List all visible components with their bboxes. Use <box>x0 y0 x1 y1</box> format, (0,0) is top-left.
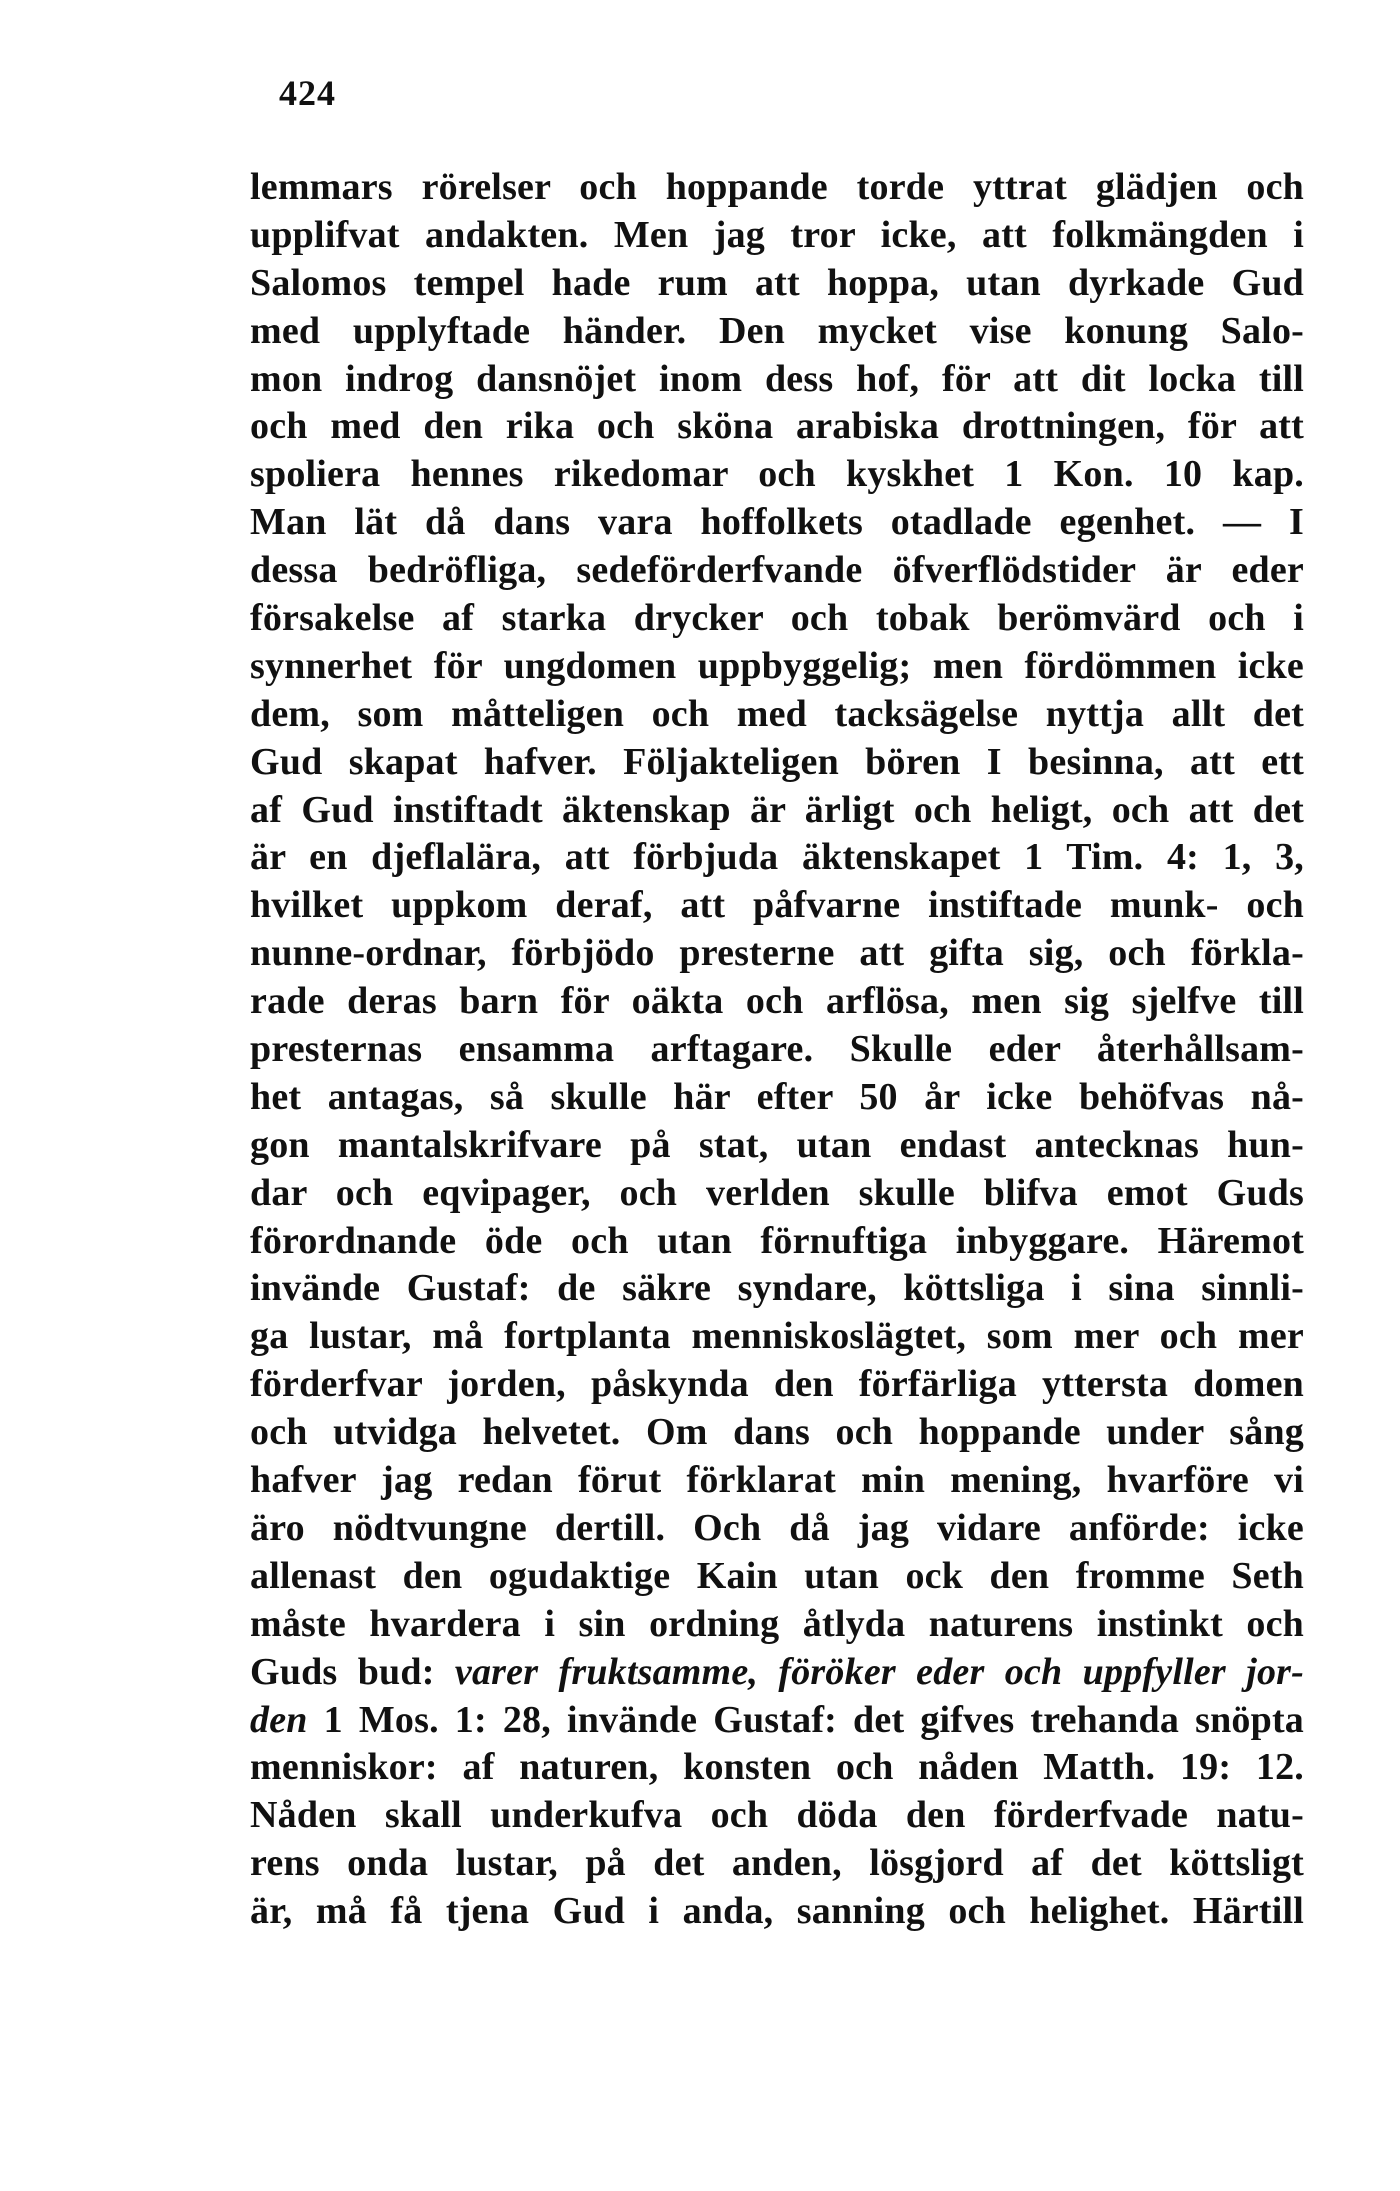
text-line: invände Gustaf: de säkre syndare, köttsliga i sina sinnli- <box>250 1267 1304 1310</box>
text-line: Man lät då dans vara hoffolkets otadlade egenhet. — I <box>250 501 1304 544</box>
text-segment: Guds bud: <box>250 1650 455 1693</box>
text-line: lemmars rörelser och hoppande torde yttrat glädjen och <box>250 166 1304 208</box>
text-line: hvilket uppkom deraf, att påfvarne instiftade munk- och <box>250 884 1304 927</box>
text-line: rade deras barn för oäkta och arflösa, men sig sjelfve till <box>250 980 1304 1023</box>
text-line: allenast den ogudaktige Kain utan ock den fromme Seth <box>250 1554 1304 1597</box>
page-number: 424 <box>279 73 336 113</box>
body-text <box>250 164 1304 1936</box>
text-line: dessa bedröfliga, sedeförderfvande öfverflödstider är eder <box>250 549 1304 592</box>
italic-quotation: den <box>250 1698 308 1741</box>
text-line: är, må få tjena Gud i anda, sanning och helighet. Härtill <box>250 1890 1304 1933</box>
text-segment: 1 Mos. 1: 28, invände Gustaf: det gifves trehanda snöpta <box>307 1698 1304 1741</box>
text-line: och utvidga helvetet. Om dans och hoppande under sång <box>250 1411 1304 1454</box>
text-line: är en djeflalära, att förbjuda äktenskapet 1 Tim. 4: 1, 3, <box>250 836 1304 879</box>
text-line: försakelse af starka drycker och tobak berömvärd och i <box>250 597 1304 640</box>
text-line-mixed <box>250 1697 1304 1745</box>
text-line-mixed <box>250 1649 1304 1697</box>
italic-quotation: varer fruktsamme, föröker eder och uppfyller jor- <box>454 1650 1305 1693</box>
text-line: menniskor: af naturen, konsten och nåden Matth. 19: 12. <box>250 1746 1304 1789</box>
text-line: synnerhet för ungdomen uppbyggelig; men fördömmen icke <box>250 644 1304 687</box>
text-line: måste hvardera i sin ordning åtlyda naturens instinkt och <box>250 1602 1304 1645</box>
text-line: nunne-ordnar, förbjödo presterne att gifta sig, och förkla- <box>250 932 1304 975</box>
text-line: Salomos tempel hade rum att hoppa, utan dyrkade Gud <box>250 261 1304 304</box>
text-line: presternas ensamma arftagare. Skulle eder återhållsam- <box>250 1028 1304 1071</box>
text-line: upplifvat andakten. Men jag tror icke, att folkmängden i <box>250 213 1304 256</box>
text-line: ga lustar, må fortplanta menniskoslägtet, som mer och mer <box>250 1315 1304 1358</box>
text-line: med upplyftade händer. Den mycket vise konung Salo- <box>250 309 1304 352</box>
text-line: äro nödtvungne dertill. Och då jag vidare anförde: icke <box>250 1506 1304 1549</box>
text-line: af Gud instiftadt äktenskap är ärligt och heligt, och att det <box>250 788 1304 831</box>
text-line: gon mantalskrifvare på stat, utan endast antecknas hun- <box>250 1123 1304 1166</box>
text-line: rens onda lustar, på det anden, lösgjord af det köttsligt <box>250 1842 1304 1885</box>
text-line: hafver jag redan förut förklarat min mening, hvarföre vi <box>250 1459 1304 1502</box>
text-line: dar och eqvipager, och verlden skulle blifva emot Guds <box>250 1171 1304 1214</box>
text-line: förordnande öde och utan förnuftiga inbyggare. Häremot <box>250 1219 1304 1262</box>
text-line: förderfvar jorden, påskynda den förfärliga yttersta domen <box>250 1363 1304 1406</box>
text-line: Nåden skall underkufva och döda den förderfvade natu- <box>250 1794 1304 1837</box>
text-line: mon indrog dansnöjet inom dess hof, för att dit locka till <box>250 357 1304 400</box>
text-line: dem, som måtteligen och med tacksägelse nyttja allt det <box>250 692 1304 735</box>
text-line: Gud skapat hafver. Följakteligen bören I besinna, att ett <box>250 740 1304 783</box>
text-line: spoliera hennes rikedomar och kyskhet 1 Kon. 10 kap. <box>250 453 1304 496</box>
text-line: och med den rika och sköna arabiska drottningen, för att <box>250 405 1304 448</box>
text-line: het antagas, så skulle här efter 50 år icke behöfvas nå- <box>250 1075 1304 1118</box>
